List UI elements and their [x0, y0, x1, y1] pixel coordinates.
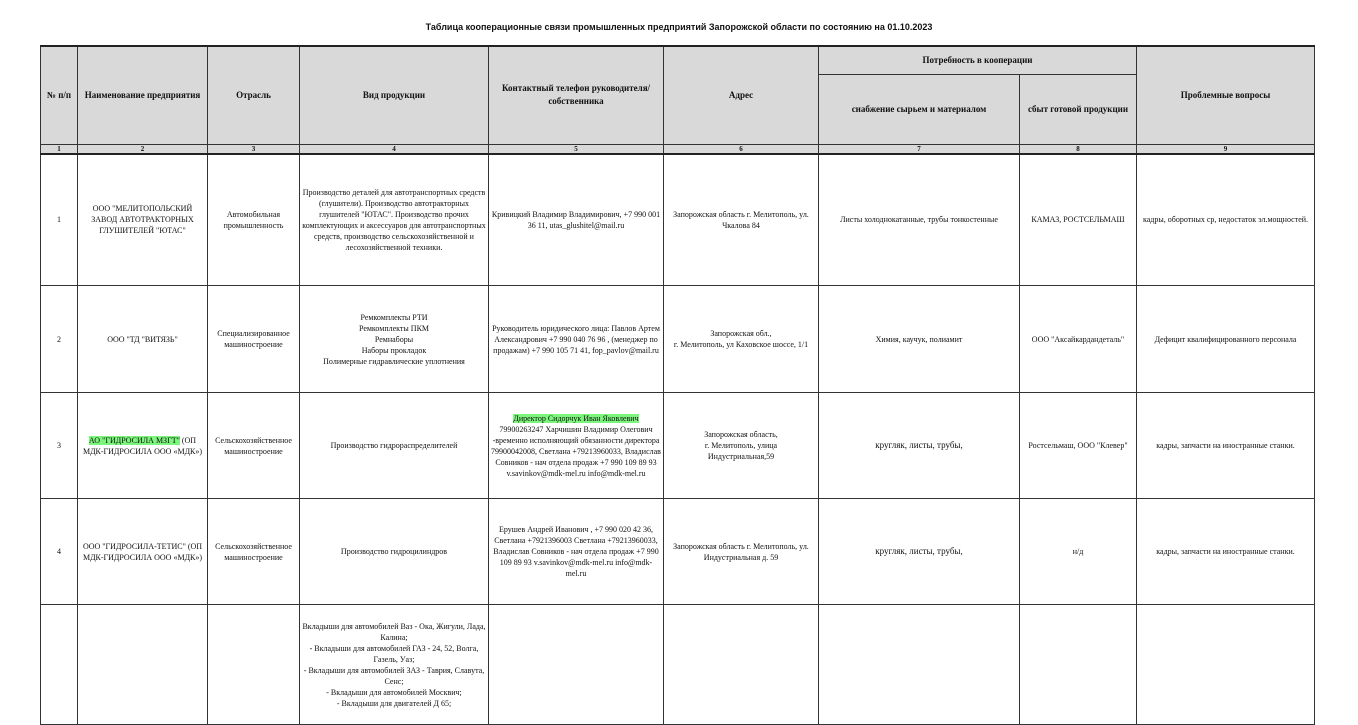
highlighted-director: Директор Сидорчук Иван Яковлевич [513, 413, 639, 423]
product-line: - Вкладыши для автомобилей Москвич; [326, 688, 462, 697]
header-name: Наименование предприятия [78, 46, 208, 144]
product-line: Наборы прокладок [361, 345, 427, 355]
industry: Автомобильная промышленность [208, 154, 300, 286]
industry [208, 605, 300, 725]
address-line: г. Мелитополь, улица [704, 441, 778, 450]
column-number: 5 [489, 144, 664, 154]
header-num: № п/п [41, 46, 78, 144]
column-number: 8 [1020, 144, 1137, 154]
address: Запорожская область г. Мелитополь, ул. Индустриальная д. 59 [664, 499, 819, 605]
company-name: ООО "ГИДРОСИЛА-ТЕТИС" (ОП МДК-ГИДРОСИЛА ООО «МДК») [78, 499, 208, 605]
header-problems: Проблемные вопросы [1137, 46, 1315, 144]
column-number: 2 [78, 144, 208, 154]
problems: кадры, запчасти на иностранные станки. [1137, 393, 1315, 499]
sales-need: Ростсельмаш, ООО "Клевер" [1020, 393, 1137, 499]
company-name: ООО "ТД "ВИТЯЗЬ" [78, 286, 208, 393]
contact-phone: Ерушев Андрей Иванович , +7 990 020 42 36, Светлана +7921396003 Светлана +79213960033, Владислав Совников - нач отдела продаж +7 990 109 89 93 v.savinkov@mdk-mel.ru info@mdk-mel.ru [489, 499, 664, 605]
problems: кадры, запчасти на иностранные станки. [1137, 499, 1315, 605]
header-industry: Отрасль [208, 46, 300, 144]
address-line: Запорожская область, [704, 430, 778, 439]
contact-phone [489, 605, 664, 725]
address-line: Индустриальная,59 [707, 452, 775, 461]
supply-need: кругляк, листы, трубы, [819, 499, 1020, 605]
product: Производство деталей для автотранспортных средств (глушители). Производство автотракторных глушителей "ЮТАС". Производство прочих комплектующих и аксессуаров для автотранспортных средств, производство сельскохозяйственной и лесохозяйственной техники. [300, 154, 489, 286]
header-supply: снабжение сырьем и материалом [819, 74, 1020, 144]
company-name [78, 393, 208, 499]
column-number: 1 [41, 144, 78, 154]
product-line: Ремкомплекты РТИ [360, 312, 428, 322]
sales-need [1020, 605, 1137, 725]
table-row [41, 154, 1315, 286]
company-name [78, 605, 208, 725]
column-number: 7 [819, 144, 1020, 154]
address [664, 286, 819, 393]
company-name-rest: (ОП МДК-ГИДРОСИЛА ООО «МДК») [82, 435, 203, 456]
row-num [41, 605, 78, 725]
address: Запорожская область г. Мелитополь, ул. Чкалова 84 [664, 154, 819, 286]
row-num: 3 [41, 393, 78, 499]
problems: Дефицит квалифицированного персонала [1137, 286, 1315, 393]
row-num: 1 [41, 154, 78, 286]
product [300, 286, 489, 393]
contact-phone: Руководитель юридического лица: Павлов Артем Александрович +7 990 040 76 96 , (менеджер по продажам) +7 990 105 71 41, fop_pavlov@mail.ru [489, 286, 664, 393]
table-row [41, 499, 1315, 605]
product: Производство гидрораспределителей [300, 393, 489, 499]
table-row [41, 393, 1315, 499]
product-line: - Вкладыши для двигателей Д 65; [336, 699, 452, 708]
product-line: Полимерные гидравлические уплотнения [323, 356, 465, 366]
cooperation-table [40, 45, 1315, 725]
column-number: 6 [664, 144, 819, 154]
product-line: Ремнаборы [374, 334, 414, 344]
header-address: Адрес [664, 46, 819, 144]
address [664, 605, 819, 725]
table-row [41, 605, 1315, 725]
contact-phone [489, 393, 664, 499]
table-row [41, 286, 1315, 393]
industry: Сельскохозяйственное машиностроение [208, 499, 300, 605]
row-num: 2 [41, 286, 78, 393]
product: Производство гидроцилиндров [300, 499, 489, 605]
header-need: Потребность в кооперации [819, 46, 1137, 74]
product-line: - Вкладыши для автомобилей ЗАЗ - Таврия, Славута, Сенс; [303, 666, 485, 686]
problems: кадры, оборотных ср, недостаток эл.мощностей. [1137, 154, 1315, 286]
contact-phone-rest: 79900263247 Харчишин Владимир Олегович -временно исполняющий обязанности директора 79900042008, Светлана +79213960033, Владислав Совников - нач отдела продаж +7 990 109 89 93 v.savinkov@mdk-mel.ru info@mdk-mel.ru [491, 424, 661, 478]
header-phone: Контактный телефон руководителя/собственника [489, 46, 664, 144]
column-number: 4 [300, 144, 489, 154]
industry: Специализированное машиностроение [208, 286, 300, 393]
address-line: г. Мелитополь, ул Каховское шоссе, 1/1 [673, 340, 809, 349]
page-title: Таблица кооперационные связи промышленных предприятий Запорожской области по состоянию на 01.10.2023 [425, 22, 933, 32]
product [300, 605, 489, 725]
row-num: 4 [41, 499, 78, 605]
sales-need: н/д [1020, 499, 1137, 605]
problems [1137, 605, 1315, 725]
highlighted-company-name: АО "ГИДРОСИЛА МЗГТ" [88, 435, 180, 445]
industry: Сельскохозяйственное машиностроение [208, 393, 300, 499]
supply-need: кругляк, листы, трубы, [819, 393, 1020, 499]
product-line: Ремкомплекты ПКМ [358, 323, 430, 333]
supply-need [819, 605, 1020, 725]
product-line: - Вкладыши для автомобилей ГАЗ - 24, 52, Волга, Газель, Уаз; [309, 644, 479, 664]
product-line: Вкладыши для автомобилей Ваз - Ока, Жигули, Лада, Калина; [302, 622, 486, 642]
header-product: Вид продукции [300, 46, 489, 144]
contact-phone: Кривицкий Владимир Владимирович, +7 990 001 36 11, utas_glushitel@mail.ru [489, 154, 664, 286]
sales-need: КАМАЗ, РОСТСЕЛЬМАШ [1020, 154, 1137, 286]
supply-need: Листы холоднокатанные, трубы тонкостенные [819, 154, 1020, 286]
column-number: 9 [1137, 144, 1315, 154]
column-number: 3 [208, 144, 300, 154]
header-sales: сбыт готовой продукции [1020, 74, 1137, 144]
company-name: ООО "МЕЛИТОПОЛЬСКИЙ ЗАВОД АВТОТРАКТОРНЫХ ГЛУШИТЕЛЕЙ "ЮТАС" [78, 154, 208, 286]
sales-need: ООО "Аксайкардандеталь" [1020, 286, 1137, 393]
address [664, 393, 819, 499]
address-line: Запорожская обл., [710, 329, 772, 338]
supply-need: Химия, каучук, полиамит [819, 286, 1020, 393]
